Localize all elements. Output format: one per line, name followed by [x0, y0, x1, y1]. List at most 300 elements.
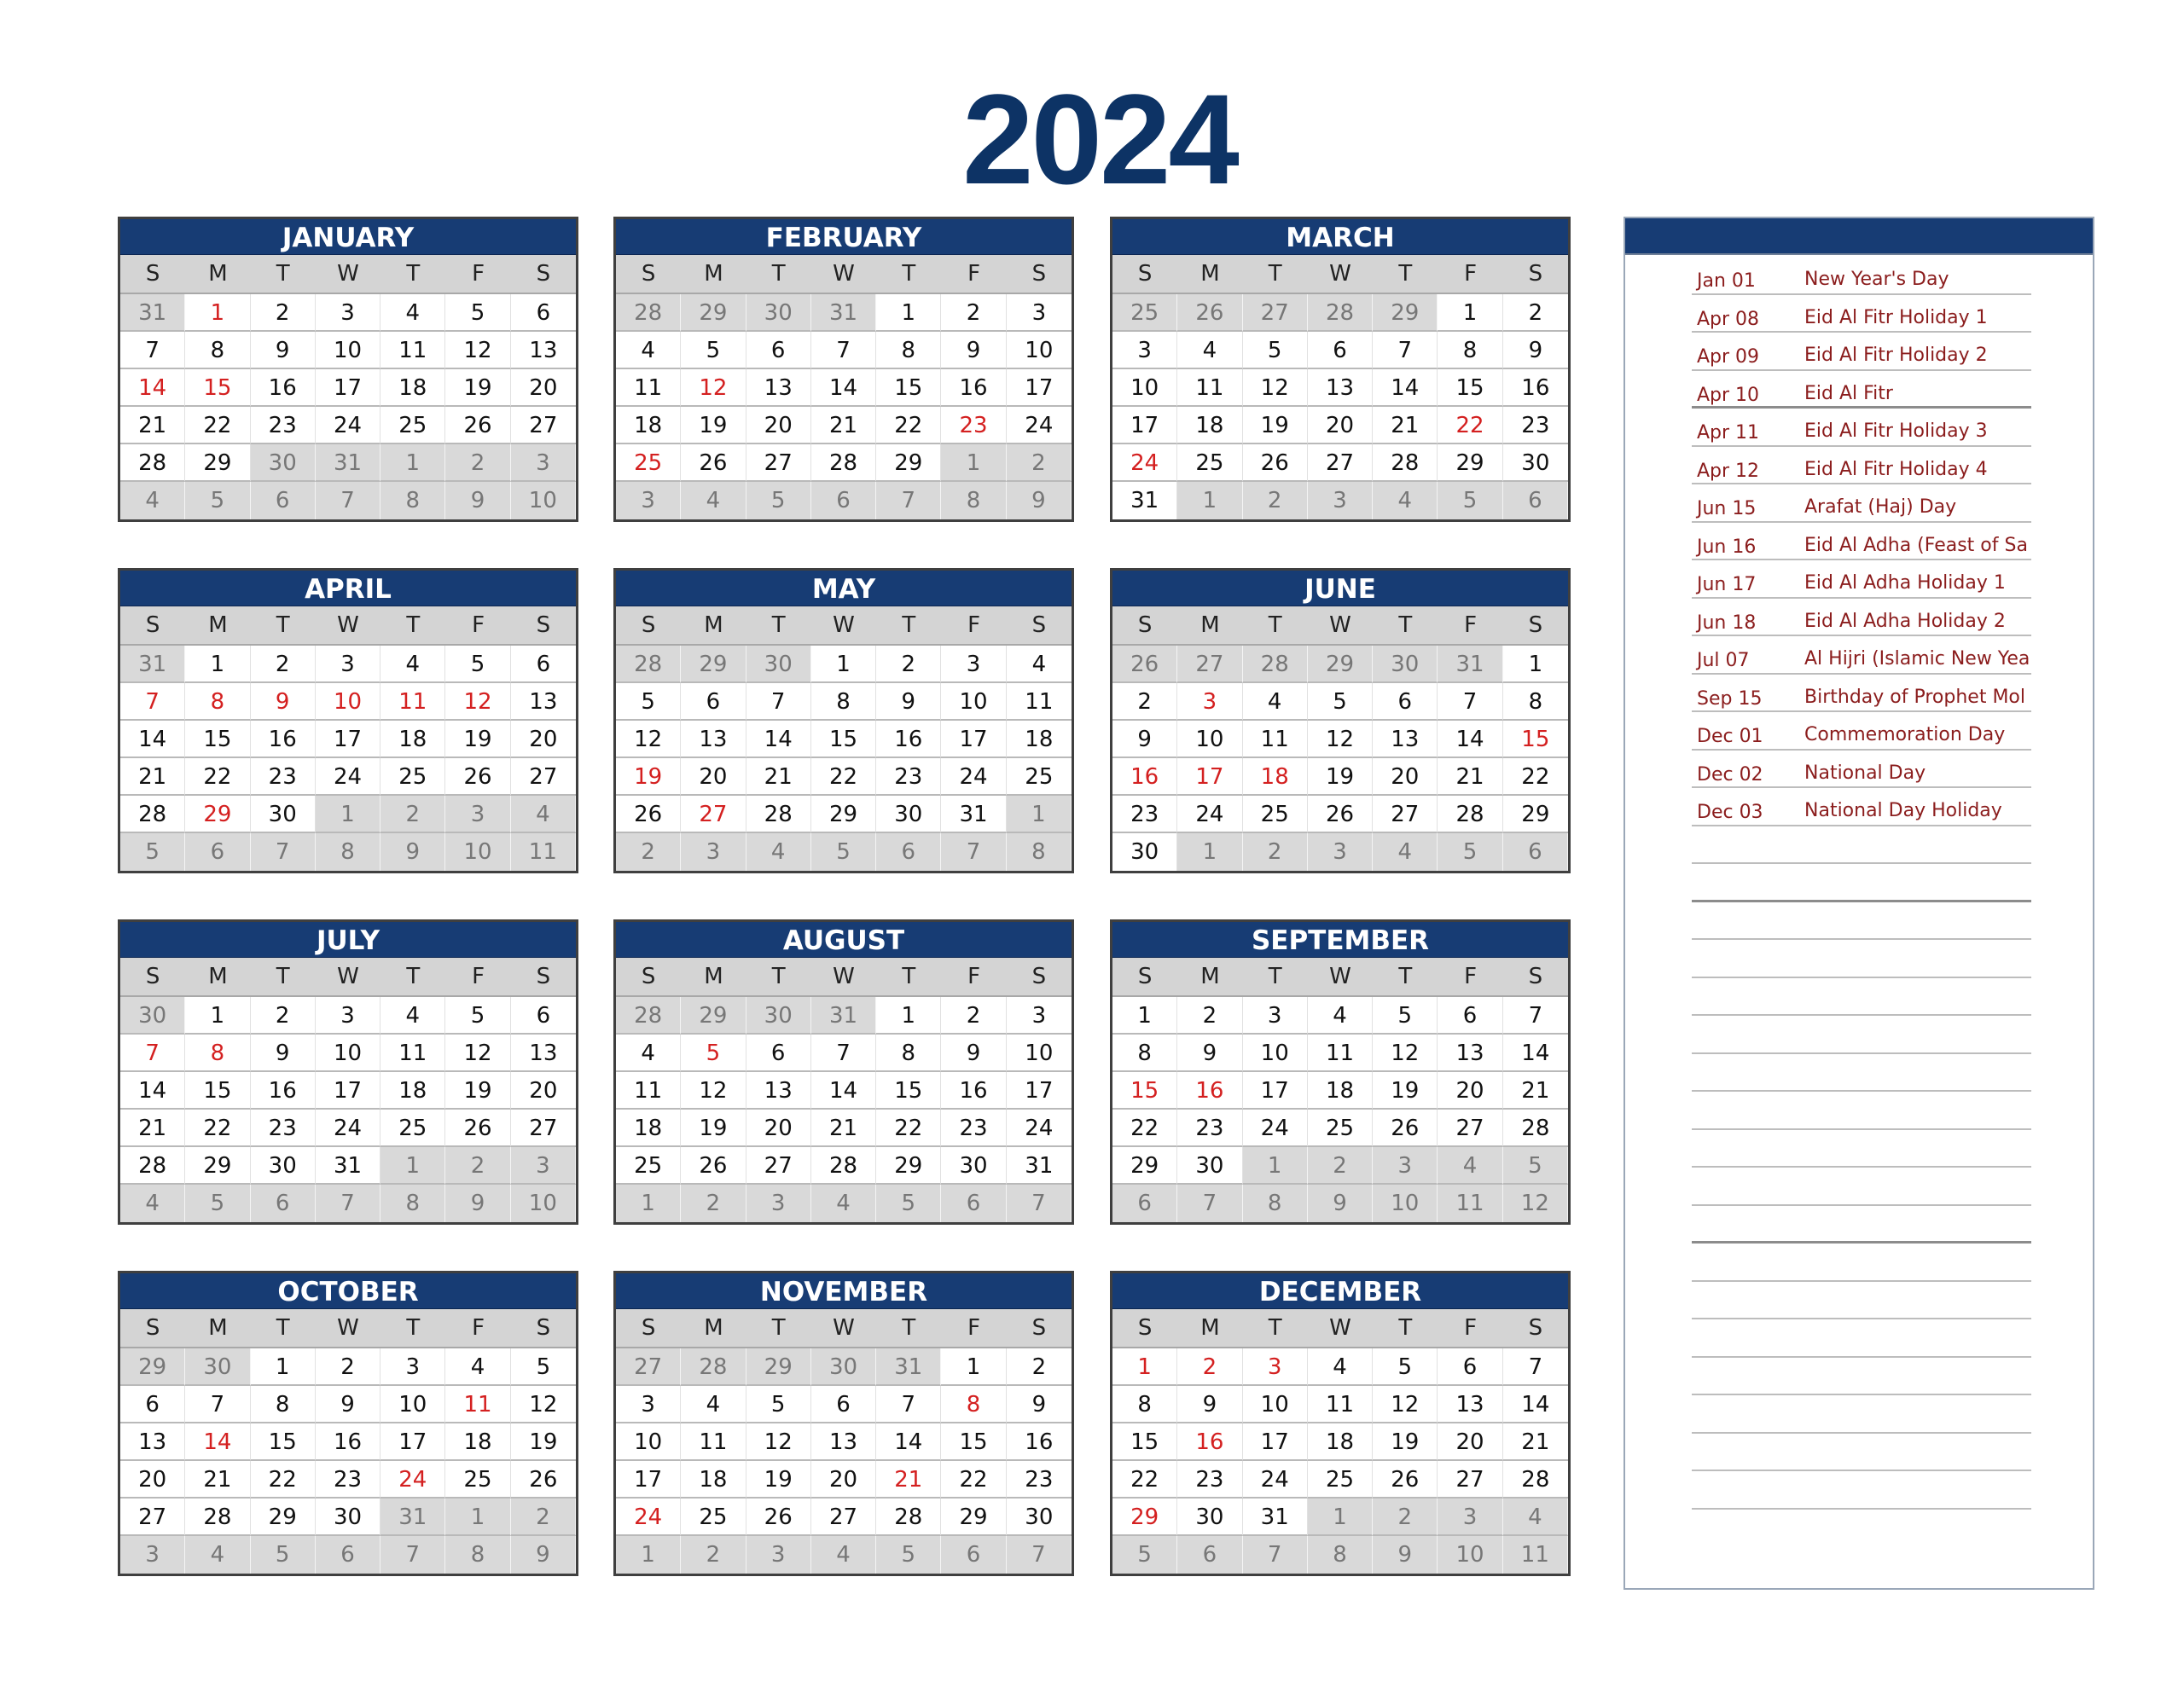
weekday-label: S: [616, 958, 681, 997]
holiday-row: [1692, 1054, 2031, 1093]
day-cell-other-month: 1: [1177, 833, 1242, 871]
week-row: [616, 683, 1072, 721]
weekday-header-row: [120, 255, 576, 294]
weekday-header-row: [1112, 1309, 1568, 1348]
day-cell: 23: [1177, 1110, 1242, 1147]
day-cell: 23: [1007, 1461, 1072, 1499]
day-cell-other-month: 8: [941, 482, 1006, 519]
holiday-date: Jun 16: [1697, 536, 1757, 558]
day-cell-other-month: 6: [251, 1185, 316, 1222]
day-cell-other-month: 8: [316, 833, 380, 871]
week-row: [1112, 1348, 1568, 1386]
holiday-row: [1692, 636, 2031, 675]
day-cell: 29: [251, 1499, 316, 1536]
holiday-date: Apr 08: [1697, 308, 1760, 330]
day-cell: 19: [445, 369, 510, 407]
day-cell: 26: [681, 1147, 746, 1185]
day-cell: 3: [316, 294, 380, 332]
weekday-label: F: [1438, 606, 1502, 646]
week-row: [120, 1348, 576, 1386]
day-cell: 26: [1373, 1110, 1438, 1147]
day-cell-other-month: 11: [1503, 1536, 1568, 1574]
day-cell-other-month: 4: [1373, 833, 1438, 871]
holiday-name: Eid Al Fitr: [1804, 382, 1893, 404]
day-cell: 13: [1438, 1035, 1502, 1072]
month-name: DECEMBER: [1112, 1273, 1568, 1309]
weekday-label: W: [316, 958, 380, 997]
day-cell-other-month: 5: [251, 1536, 316, 1574]
day-cell-other-month: 9: [1373, 1536, 1438, 1574]
day-cell: 8: [1112, 1035, 1177, 1072]
holiday-panel-header: [1625, 218, 2093, 255]
day-cell: 26: [616, 796, 681, 833]
day-cell-other-month: 4: [811, 1185, 876, 1222]
day-cell-holiday: 23: [941, 407, 1006, 444]
day-cell: 14: [120, 1072, 185, 1110]
day-cell: 23: [251, 407, 316, 444]
week-row: [1112, 482, 1568, 519]
day-cell: 25: [1177, 444, 1242, 482]
weekday-label: S: [616, 606, 681, 646]
day-cell: 4: [1308, 997, 1373, 1035]
day-cell-other-month: 29: [120, 1348, 185, 1386]
weekday-label: T: [1243, 1309, 1308, 1348]
day-cell-other-month: 10: [511, 482, 576, 519]
day-cell-other-month: 3: [746, 1536, 811, 1574]
day-cell-other-month: 10: [1373, 1185, 1438, 1222]
holiday-row: [1692, 1358, 2031, 1396]
day-cell: 22: [811, 758, 876, 796]
holiday-date: Jun 15: [1697, 498, 1757, 519]
day-cell: 17: [380, 1423, 445, 1461]
day-cell: 11: [380, 1035, 445, 1072]
day-cell: 25: [445, 1461, 510, 1499]
week-row: [616, 721, 1072, 758]
month-name: APRIL: [120, 571, 576, 606]
week-row: [1112, 683, 1568, 721]
weekday-label: S: [1112, 255, 1177, 294]
day-cell: 20: [811, 1461, 876, 1499]
weekday-label: S: [120, 958, 185, 997]
week-row: [616, 758, 1072, 796]
day-cell-other-month: 2: [1243, 833, 1308, 871]
week-row: [120, 1035, 576, 1072]
day-cell-other-month: 30: [746, 294, 811, 332]
week-row: [616, 1147, 1072, 1185]
weekday-label: T: [1243, 606, 1308, 646]
week-row: [120, 1147, 576, 1185]
day-cell-other-month: 4: [1503, 1499, 1568, 1536]
day-cell: 14: [1503, 1035, 1568, 1072]
day-cell: 7: [746, 683, 811, 721]
day-cell: 9: [1112, 721, 1177, 758]
day-cell: 7: [1438, 683, 1502, 721]
day-cell: 21: [811, 407, 876, 444]
day-cell-other-month: 31: [120, 294, 185, 332]
week-row: [1112, 1147, 1568, 1185]
weekday-label: M: [681, 606, 746, 646]
week-row: [1112, 1461, 1568, 1499]
month-name: SEPTEMBER: [1112, 922, 1568, 958]
day-cell: 12: [681, 1072, 746, 1110]
day-cell: 25: [380, 407, 445, 444]
day-cell: 6: [681, 683, 746, 721]
holiday-row: [1692, 371, 2031, 409]
weekday-label: M: [185, 1309, 250, 1348]
day-cell: 6: [511, 646, 576, 683]
week-row: [1112, 1386, 1568, 1423]
weekday-label: S: [511, 1309, 576, 1348]
day-cell-other-month: 3: [445, 796, 510, 833]
day-cell: 3: [1243, 997, 1308, 1035]
weekday-label: T: [251, 1309, 316, 1348]
day-cell: 25: [380, 758, 445, 796]
day-cell: 2: [876, 646, 941, 683]
month-october: [118, 1271, 578, 1576]
day-cell-other-month: 2: [445, 1147, 510, 1185]
day-cell: 13: [746, 369, 811, 407]
day-cell: 6: [1373, 683, 1438, 721]
week-row: [120, 796, 576, 833]
week-row: [616, 1348, 1072, 1386]
day-cell-other-month: 5: [811, 833, 876, 871]
holiday-name: National Day Holiday: [1804, 800, 2002, 821]
weekday-label: W: [1308, 1309, 1373, 1348]
weekday-label: S: [120, 606, 185, 646]
day-cell: 10: [1112, 369, 1177, 407]
weekday-label: S: [1503, 606, 1568, 646]
day-cell: 16: [941, 1072, 1006, 1110]
day-cell: 29: [1438, 444, 1502, 482]
day-cell: 6: [1438, 1348, 1502, 1386]
holiday-row: [1692, 902, 2031, 941]
day-cell: 1: [1503, 646, 1568, 683]
month-february: [613, 217, 1074, 522]
day-cell: 13: [1438, 1386, 1502, 1423]
day-cell: 7: [120, 332, 185, 369]
week-row: [1112, 646, 1568, 683]
day-cell: 20: [511, 369, 576, 407]
day-cell: 20: [1373, 758, 1438, 796]
day-cell-other-month: 6: [941, 1536, 1006, 1574]
day-cell: 22: [185, 758, 250, 796]
holiday-row: [1692, 978, 2031, 1017]
day-cell: 28: [185, 1499, 250, 1536]
day-cell: 2: [941, 294, 1006, 332]
holiday-date: Dec 01: [1697, 726, 1763, 747]
week-row: [616, 407, 1072, 444]
day-cell-other-month: 1: [1308, 1499, 1373, 1536]
week-row: [120, 294, 576, 332]
weekday-label: W: [1308, 606, 1373, 646]
holiday-list: [1692, 257, 2031, 1510]
weekday-label: W: [811, 606, 876, 646]
day-cell-holiday: 27: [681, 796, 746, 833]
day-cell: 19: [445, 721, 510, 758]
week-row: [120, 833, 576, 871]
week-row: [616, 997, 1072, 1035]
day-cell: 7: [1503, 997, 1568, 1035]
day-cell-other-month: 29: [1373, 294, 1438, 332]
month-name: MARCH: [1112, 219, 1568, 255]
weekday-label: S: [1112, 1309, 1177, 1348]
day-cell: 13: [511, 332, 576, 369]
day-cell: 26: [511, 1461, 576, 1499]
day-cell: 5: [1243, 332, 1308, 369]
week-row: [616, 796, 1072, 833]
day-cell-other-month: 10: [445, 833, 510, 871]
day-cell: 14: [876, 1423, 941, 1461]
weekday-label: S: [511, 606, 576, 646]
day-cell-other-month: 4: [811, 1536, 876, 1574]
day-cell: 30: [316, 1499, 380, 1536]
day-cell: 5: [445, 997, 510, 1035]
day-cell: 9: [1007, 1386, 1072, 1423]
weekday-label: S: [1007, 255, 1072, 294]
day-cell: 7: [1503, 1348, 1568, 1386]
day-cell-other-month: 9: [380, 833, 445, 871]
weekday-label: T: [746, 958, 811, 997]
day-cell-other-month: 7: [1007, 1185, 1072, 1222]
month-august: [613, 919, 1074, 1225]
day-cell: 22: [1112, 1461, 1177, 1499]
holiday-row: [1692, 675, 2031, 713]
day-cell: 23: [1112, 796, 1177, 833]
day-cell-holiday: 24: [1112, 444, 1177, 482]
day-cell-other-month: 7: [1243, 1536, 1308, 1574]
day-cell: 27: [511, 758, 576, 796]
day-cell: 17: [316, 721, 380, 758]
weekday-label: T: [380, 606, 445, 646]
day-cell: 22: [876, 407, 941, 444]
day-cell-other-month: 27: [1243, 294, 1308, 332]
day-cell-other-month: 8: [1243, 1185, 1308, 1222]
day-cell: 14: [811, 1072, 876, 1110]
day-cell-holiday: 11: [445, 1386, 510, 1423]
holiday-row: [1692, 484, 2031, 523]
day-cell: 3: [1112, 332, 1177, 369]
day-cell: 15: [876, 369, 941, 407]
day-cell-other-month: 9: [445, 1185, 510, 1222]
holiday-date: Dec 03: [1697, 802, 1763, 823]
holiday-panel: [1623, 217, 2094, 1590]
weekday-label: S: [1112, 958, 1177, 997]
day-cell: 31: [1112, 482, 1177, 519]
day-cell-holiday: 1: [185, 294, 250, 332]
day-cell: 17: [941, 721, 1006, 758]
day-cell: 8: [1112, 1386, 1177, 1423]
day-cell-other-month: 7: [316, 482, 380, 519]
day-cell: 13: [1308, 369, 1373, 407]
day-cell: 11: [380, 332, 445, 369]
day-cell-other-month: 5: [876, 1536, 941, 1574]
month-april: [118, 568, 578, 873]
weekday-header-row: [616, 255, 1072, 294]
day-cell: 6: [746, 332, 811, 369]
day-cell: 9: [876, 683, 941, 721]
weekday-label: T: [1373, 1309, 1438, 1348]
day-cell: 17: [1243, 1072, 1308, 1110]
day-cell: 4: [681, 1386, 746, 1423]
day-cell: 17: [1112, 407, 1177, 444]
day-cell: 11: [1177, 369, 1242, 407]
day-cell: 13: [1373, 721, 1438, 758]
day-cell: 10: [1007, 332, 1072, 369]
day-cell-holiday: 9: [251, 683, 316, 721]
day-cell: 5: [1373, 997, 1438, 1035]
day-cell: 6: [1308, 332, 1373, 369]
day-cell-other-month: 7: [1177, 1185, 1242, 1222]
weekday-label: T: [251, 958, 316, 997]
day-cell: 19: [681, 407, 746, 444]
day-cell: 2: [251, 294, 316, 332]
holiday-date: Dec 02: [1697, 763, 1763, 786]
day-cell-other-month: 28: [616, 294, 681, 332]
weekday-label: M: [185, 255, 250, 294]
day-cell: 2: [1007, 1348, 1072, 1386]
day-cell: 15: [1438, 369, 1502, 407]
day-cell: 24: [941, 758, 1006, 796]
day-cell-holiday: 19: [616, 758, 681, 796]
day-cell: 15: [811, 721, 876, 758]
day-cell-other-month: 2: [681, 1536, 746, 1574]
weekday-label: M: [1177, 1309, 1242, 1348]
day-cell: 17: [1007, 1072, 1072, 1110]
weekday-label: S: [511, 958, 576, 997]
day-cell: 12: [616, 721, 681, 758]
day-cell: 11: [1308, 1035, 1373, 1072]
day-cell: 17: [616, 1461, 681, 1499]
day-cell: 24: [1243, 1110, 1308, 1147]
week-row: [1112, 294, 1568, 332]
weekday-label: F: [445, 958, 510, 997]
day-cell: 28: [876, 1499, 941, 1536]
day-cell: 28: [120, 444, 185, 482]
day-cell: 23: [1177, 1461, 1242, 1499]
day-cell: 3: [1007, 997, 1072, 1035]
day-cell: 15: [876, 1072, 941, 1110]
day-cell: 5: [1373, 1348, 1438, 1386]
day-cell-other-month: 6: [185, 833, 250, 871]
day-cell-other-month: 1: [1177, 482, 1242, 519]
holiday-row: [1692, 826, 2031, 865]
day-cell: 28: [811, 1147, 876, 1185]
day-cell: 22: [876, 1110, 941, 1147]
weekday-label: W: [316, 1309, 380, 1348]
day-cell: 28: [1438, 796, 1502, 833]
day-cell-holiday: 15: [1503, 721, 1568, 758]
day-cell-other-month: 5: [876, 1185, 941, 1222]
day-cell-other-month: 8: [1007, 833, 1072, 871]
holiday-name: Eid Al Adha Holiday 1: [1804, 572, 2006, 594]
day-cell: 21: [185, 1461, 250, 1499]
day-cell: 16: [1007, 1423, 1072, 1461]
day-cell: 10: [1243, 1035, 1308, 1072]
day-cell: 6: [746, 1035, 811, 1072]
weekday-label: F: [941, 606, 1006, 646]
day-cell-other-month: 9: [1308, 1185, 1373, 1222]
day-cell-holiday: 3: [1243, 1348, 1308, 1386]
day-cell-holiday: 22: [1438, 407, 1502, 444]
day-cell: 24: [316, 758, 380, 796]
weekday-label: W: [316, 255, 380, 294]
day-cell-other-month: 1: [1007, 796, 1072, 833]
day-cell: 12: [511, 1386, 576, 1423]
day-cell: 10: [316, 1035, 380, 1072]
weekday-label: T: [251, 255, 316, 294]
weekday-header-row: [1112, 255, 1568, 294]
weekday-label: S: [120, 255, 185, 294]
day-cell: 23: [941, 1110, 1006, 1147]
weekday-label: T: [876, 606, 941, 646]
day-cell-other-month: 6: [1112, 1185, 1177, 1222]
weekday-label: T: [380, 958, 445, 997]
day-cell-holiday: 15: [185, 369, 250, 407]
weekday-label: T: [876, 1309, 941, 1348]
week-row: [1112, 796, 1568, 833]
day-cell: 9: [1503, 332, 1568, 369]
day-cell: 27: [1308, 444, 1373, 482]
day-cell: 13: [511, 1035, 576, 1072]
day-cell: 10: [616, 1423, 681, 1461]
day-cell: 21: [1503, 1423, 1568, 1461]
day-cell: 2: [251, 997, 316, 1035]
day-cell: 29: [811, 796, 876, 833]
day-cell-other-month: 26: [1177, 294, 1242, 332]
day-cell: 16: [251, 1072, 316, 1110]
weekday-label: S: [1503, 255, 1568, 294]
day-cell-other-month: 9: [445, 482, 510, 519]
week-row: [616, 332, 1072, 369]
day-cell-other-month: 6: [811, 482, 876, 519]
week-row: [1112, 332, 1568, 369]
day-cell-other-month: 6: [941, 1185, 1006, 1222]
day-cell: 4: [380, 294, 445, 332]
day-cell: 10: [941, 683, 1006, 721]
holiday-name: Eid Al Adha (Feast of Sa: [1804, 534, 2028, 556]
day-cell: 18: [1007, 721, 1072, 758]
day-cell: 3: [316, 997, 380, 1035]
day-cell: 13: [511, 683, 576, 721]
day-cell-other-month: 1: [380, 1147, 445, 1185]
day-cell-other-month: 31: [120, 646, 185, 683]
weekday-label: W: [811, 1309, 876, 1348]
day-cell: 25: [1243, 796, 1308, 833]
weekday-label: S: [1503, 958, 1568, 997]
day-cell: 24: [316, 407, 380, 444]
holiday-row: [1692, 1319, 2031, 1358]
week-row: [120, 758, 576, 796]
day-cell: 27: [746, 444, 811, 482]
week-row: [1112, 758, 1568, 796]
holiday-row: [1692, 523, 2031, 561]
day-cell: 2: [941, 997, 1006, 1035]
day-cell-other-month: 1: [941, 444, 1006, 482]
day-cell-other-month: 2: [681, 1185, 746, 1222]
holiday-row: [1692, 599, 2031, 637]
holiday-row: [1692, 1471, 2031, 1510]
weekday-label: F: [445, 606, 510, 646]
day-cell-other-month: 10: [511, 1185, 576, 1222]
day-cell-other-month: 30: [251, 444, 316, 482]
day-cell: 1: [941, 1348, 1006, 1386]
day-cell-other-month: 28: [1308, 294, 1373, 332]
day-cell: 24: [1177, 796, 1242, 833]
day-cell-holiday: 8: [185, 1035, 250, 1072]
week-row: [1112, 1423, 1568, 1461]
day-cell-holiday: 24: [380, 1461, 445, 1499]
week-row: [120, 683, 576, 721]
